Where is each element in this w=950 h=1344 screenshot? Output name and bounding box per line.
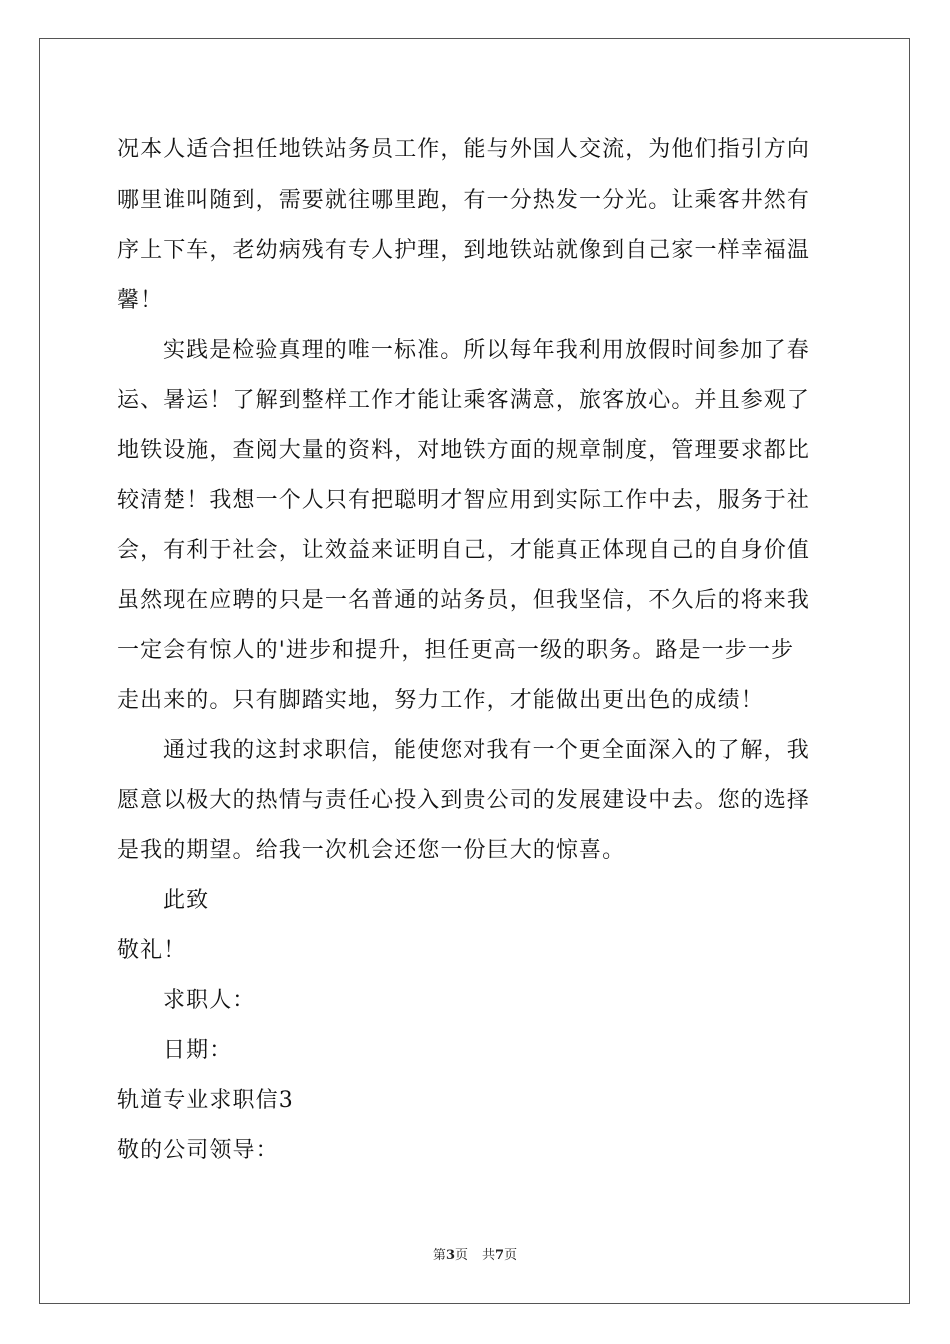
page-suffix: 页 bbox=[454, 1248, 468, 1263]
total-prefix: 共 bbox=[482, 1248, 496, 1263]
body-line: 是我的期望。给我一次机会还您一份巨大的惊喜。 bbox=[117, 838, 626, 863]
body-line: 馨！ bbox=[117, 288, 164, 313]
body-line: 地铁设施，查阅大量的资料，对地铁方面的规章制度，管理要求都比 bbox=[117, 438, 811, 463]
body-line: 况本人适合担任地铁站务员工作，能与外国人交流，为他们指引方向 bbox=[117, 137, 811, 162]
body-line: 较清楚！我想一个人只有把聪明才智应用到实际工作中去，服务于社 bbox=[117, 488, 811, 513]
body-line: 一定会有惊人的'进步和提升，担任更高一级的职务。路是一步一步 bbox=[117, 638, 795, 663]
body-line: 序上下车，老幼病残有专人护理，到地铁站就像到自己家一样幸福温 bbox=[117, 238, 811, 263]
body-line: 运、暑运！了解到整样工作才能让乘客满意，旅客放心。并且参观了 bbox=[117, 388, 811, 413]
body-line: 走出来的。只有脚踏实地，努力工作，才能做出更出色的成绩！ bbox=[117, 688, 764, 713]
section-title: 轨道专业求职信3 bbox=[117, 1088, 294, 1113]
body-line: 会，有利于社会，让效益来证明自己，才能真正体现自己的自身价值 bbox=[117, 538, 811, 563]
applicant-label: 求职人： bbox=[163, 988, 256, 1013]
total-pages: 7 bbox=[495, 1248, 505, 1263]
body-line: 通过我的这封求职信，能使您对我有一个更全面深入的了解，我 bbox=[163, 738, 810, 763]
page-prefix: 第 bbox=[432, 1248, 446, 1263]
body-line: 实践是检验真理的唯一标准。所以每年我利用放假时间参加了春 bbox=[163, 338, 810, 363]
letter-greeting: 敬的公司领导： bbox=[117, 1138, 279, 1163]
page-footer bbox=[0, 1247, 950, 1265]
page-number: 3 bbox=[445, 1248, 455, 1263]
total-suffix: 页 bbox=[504, 1248, 518, 1263]
body-line: 愿意以极大的热情与责任心投入到贵公司的发展建设中去。您的选择 bbox=[117, 788, 811, 813]
salutation-regards: 敬礼！ bbox=[117, 938, 187, 963]
body-line: 虽然现在应聘的只是一名普通的站务员，但我坚信，不久后的将来我 bbox=[117, 588, 811, 613]
body-line: 哪里谁叫随到，需要就往哪里跑，有一分热发一分光。让乘客井然有 bbox=[117, 188, 811, 213]
salutation-closing: 此致 bbox=[163, 888, 210, 913]
date-label: 日期： bbox=[163, 1038, 233, 1063]
